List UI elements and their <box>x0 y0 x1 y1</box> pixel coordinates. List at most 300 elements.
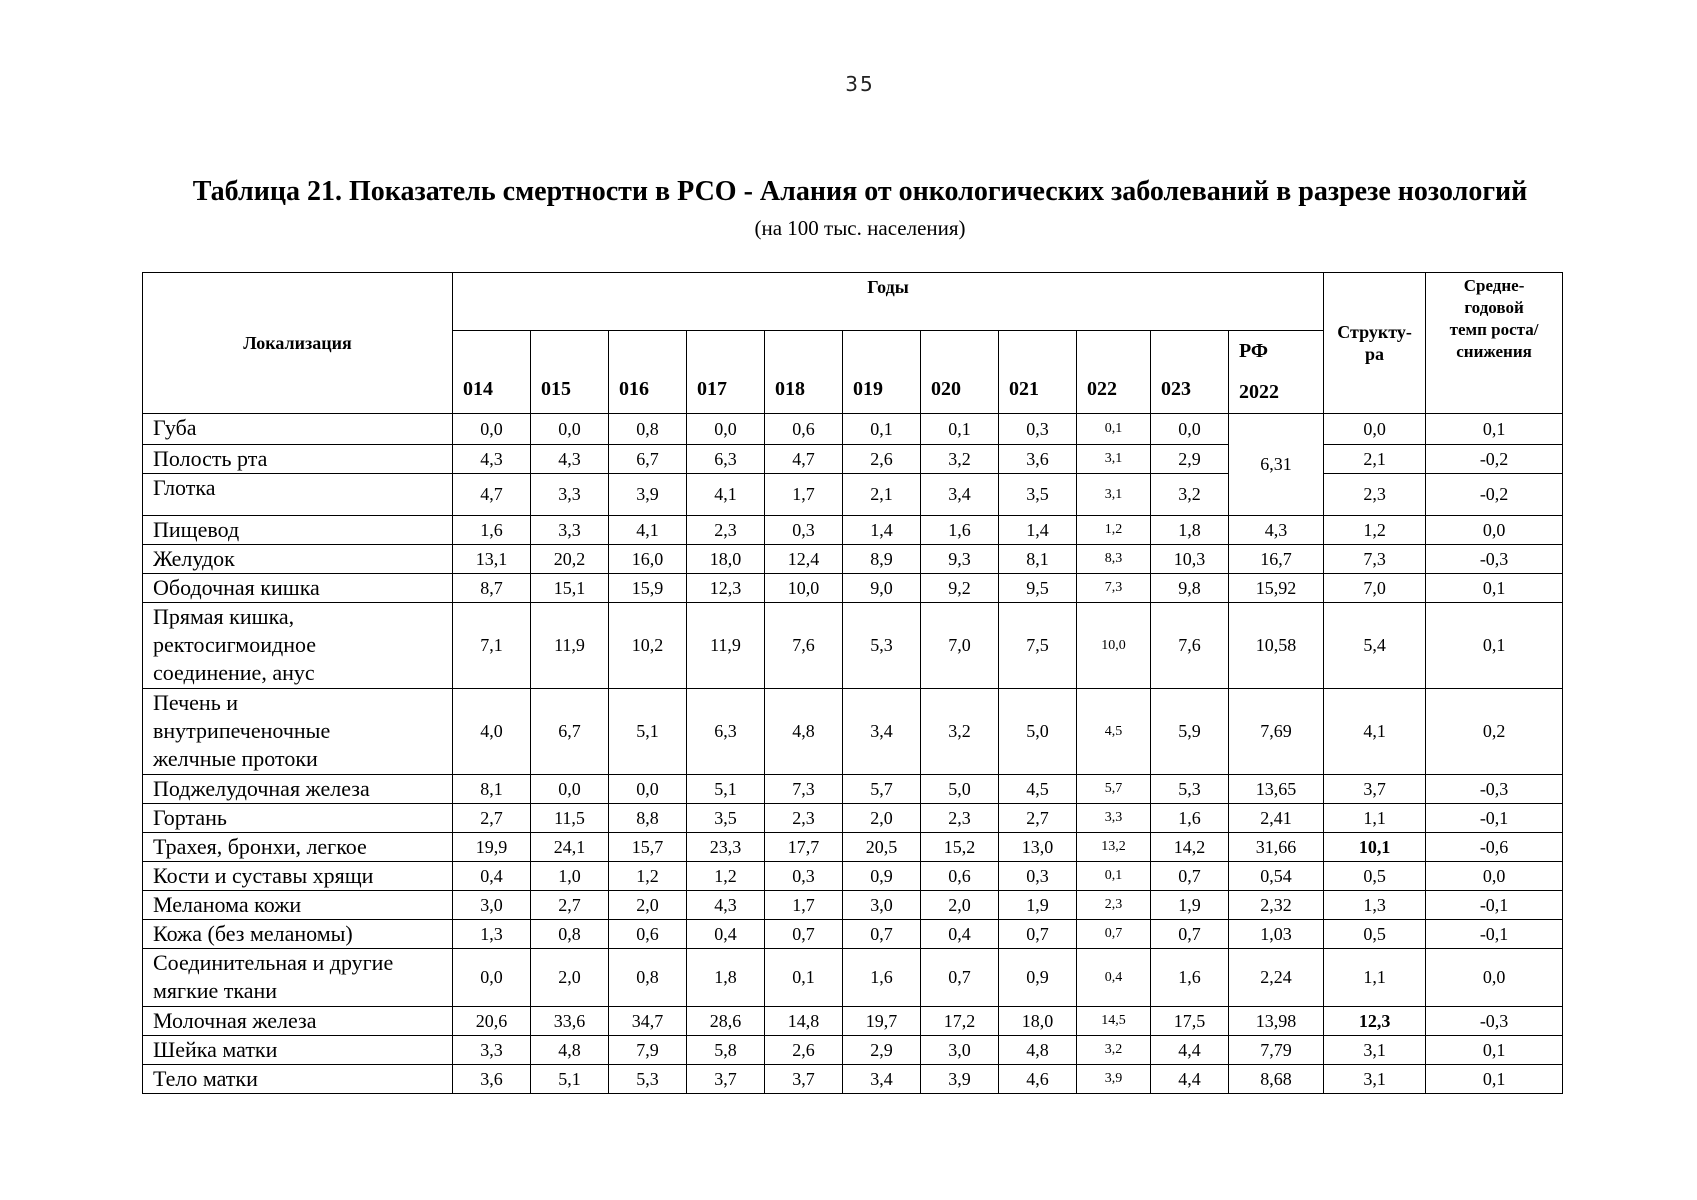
year-value-cell: 3,2 <box>1151 474 1229 516</box>
rf-2022-cell: 13,65 <box>1229 775 1324 804</box>
table-row <box>143 833 1563 862</box>
year-value-cell: 3,5 <box>687 804 765 833</box>
year-value-cell: 3,2 <box>921 689 999 775</box>
growth-rate-cell: -0,6 <box>1426 833 1563 862</box>
year-value-cell: 34,7 <box>609 1007 687 1036</box>
localization-text: Гортань <box>153 805 227 830</box>
growth-rate-cell: 0,0 <box>1426 862 1563 891</box>
year-value-cell: 17,7 <box>765 833 843 862</box>
year-value-cell: 11,5 <box>531 804 609 833</box>
year-value-cell: 1,4 <box>843 516 921 545</box>
year-value-cell: 8,9 <box>843 545 921 574</box>
year-value-cell: 15,9 <box>609 574 687 603</box>
year-value-cell: 15,1 <box>531 574 609 603</box>
year-value-cell: 0,1 <box>765 949 843 1007</box>
growth-rate-cell: -0,1 <box>1426 804 1563 833</box>
year-value-cell: 0,8 <box>609 949 687 1007</box>
year-value-cell: 10,0 <box>765 574 843 603</box>
rf-2022-cell: 2,32 <box>1229 891 1324 920</box>
year-header: 014 <box>453 331 531 414</box>
localization-text: Кости и суставы хрящи <box>153 863 374 888</box>
structure-cell: 0,5 <box>1324 920 1426 949</box>
year-value-cell: 20,2 <box>531 545 609 574</box>
localization-text: ректосигмоидное <box>153 632 317 657</box>
structure-cell: 1,1 <box>1324 949 1426 1007</box>
localization-header: Локализация <box>143 273 453 414</box>
year-value-cell: 4,8 <box>999 1036 1077 1065</box>
year-value-cell: 6,7 <box>609 445 687 474</box>
growth-rate-header-line1: Средне- <box>1463 276 1525 295</box>
growth-rate-header <box>1426 273 1563 414</box>
localization-text: Тело матки <box>153 1066 258 1091</box>
year-value-cell: 1,6 <box>921 516 999 545</box>
table-row <box>143 445 1563 474</box>
year-value-cell: 23,3 <box>687 833 765 862</box>
year-value-cell: 9,8 <box>1151 574 1229 603</box>
growth-rate-header-line4: снижения <box>1456 342 1532 361</box>
year-value-cell: 11,9 <box>687 603 765 689</box>
structure-cell: 10,1 <box>1324 833 1426 862</box>
year-value-cell: 16,0 <box>609 545 687 574</box>
year-value-cell: 0,0 <box>453 414 531 445</box>
year-value-cell: 15,7 <box>609 833 687 862</box>
year-value-cell: 28,6 <box>687 1007 765 1036</box>
table-row <box>143 949 1563 1007</box>
table-row <box>143 545 1563 574</box>
table-row <box>143 516 1563 545</box>
localization-text: Трахея, бронхи, легкое <box>153 834 367 859</box>
year-value-cell: 0,1 <box>843 414 921 445</box>
growth-rate-cell: -0,2 <box>1426 474 1563 516</box>
year-value-cell: 8,3 <box>1077 545 1151 574</box>
year-value-cell: 12,4 <box>765 545 843 574</box>
year-value-cell: 3,9 <box>1077 1065 1151 1094</box>
structure-cell: 3,7 <box>1324 775 1426 804</box>
year-value-cell: 7,3 <box>765 775 843 804</box>
localization-cell <box>143 689 453 775</box>
year-value-cell: 5,3 <box>843 603 921 689</box>
year-value-cell: 4,0 <box>453 689 531 775</box>
table-row <box>143 891 1563 920</box>
structure-cell: 1,1 <box>1324 804 1426 833</box>
localization-text: Молочная железа <box>153 1008 317 1033</box>
year-value-cell: 1,0 <box>531 862 609 891</box>
rf-2022-cell: 6,31 <box>1229 414 1324 516</box>
year-value-cell: 0,3 <box>765 862 843 891</box>
year-value-cell: 13,0 <box>999 833 1077 862</box>
localization-cell <box>143 920 453 949</box>
year-value-cell: 2,6 <box>843 445 921 474</box>
year-value-cell: 4,5 <box>1077 689 1151 775</box>
rf-2022-cell: 0,54 <box>1229 862 1324 891</box>
localization-text: Губа <box>153 415 197 440</box>
localization-cell <box>143 862 453 891</box>
year-value-cell: 7,0 <box>921 603 999 689</box>
year-value-cell: 9,5 <box>999 574 1077 603</box>
year-value-cell: 0,8 <box>609 414 687 445</box>
localization-text: Глотка <box>153 475 216 500</box>
year-value-cell: 3,4 <box>843 689 921 775</box>
year-value-cell: 14,2 <box>1151 833 1229 862</box>
localization-text: Желудок <box>153 546 235 571</box>
year-value-cell: 0,1 <box>921 414 999 445</box>
year-value-cell: 4,4 <box>1151 1036 1229 1065</box>
year-value-cell: 8,8 <box>609 804 687 833</box>
year-value-cell: 0,6 <box>609 920 687 949</box>
year-value-cell: 2,0 <box>531 949 609 1007</box>
structure-cell: 4,1 <box>1324 689 1426 775</box>
growth-rate-cell: -0,3 <box>1426 1007 1563 1036</box>
year-value-cell: 4,6 <box>999 1065 1077 1094</box>
year-value-cell: 0,6 <box>921 862 999 891</box>
year-value-cell: 33,6 <box>531 1007 609 1036</box>
rf-2022-cell: 4,3 <box>1229 516 1324 545</box>
table-row <box>143 574 1563 603</box>
localization-text: Пищевод <box>153 517 240 542</box>
year-value-cell: 1,6 <box>1151 949 1229 1007</box>
year-value-cell: 5,9 <box>1151 689 1229 775</box>
table-row <box>143 775 1563 804</box>
year-value-cell: 5,0 <box>999 689 1077 775</box>
year-value-cell: 5,1 <box>531 1065 609 1094</box>
localization-cell <box>143 603 453 689</box>
year-value-cell: 0,3 <box>999 862 1077 891</box>
year-value-cell: 24,1 <box>531 833 609 862</box>
localization-text: соединение, анус <box>153 660 315 685</box>
year-value-cell: 3,9 <box>921 1065 999 1094</box>
year-value-cell: 2,3 <box>921 804 999 833</box>
year-value-cell: 5,7 <box>843 775 921 804</box>
year-value-cell: 0,0 <box>531 775 609 804</box>
rf-2022-cell: 2,24 <box>1229 949 1324 1007</box>
localization-cell <box>143 574 453 603</box>
localization-cell <box>143 445 453 474</box>
year-value-cell: 4,1 <box>687 474 765 516</box>
year-value-cell: 3,3 <box>531 474 609 516</box>
localization-text: Полость рта <box>153 446 268 471</box>
rf-2022-cell: 13,98 <box>1229 1007 1324 1036</box>
growth-rate-cell: 0,0 <box>1426 949 1563 1007</box>
year-value-cell: 3,5 <box>999 474 1077 516</box>
year-value-cell: 18,0 <box>687 545 765 574</box>
year-value-cell: 13,2 <box>1077 833 1151 862</box>
year-value-cell: 7,6 <box>765 603 843 689</box>
structure-cell: 1,3 <box>1324 891 1426 920</box>
localization-cell <box>143 775 453 804</box>
localization-text: Соединительная и другие <box>153 950 394 975</box>
year-value-cell: 8,7 <box>453 574 531 603</box>
localization-cell <box>143 545 453 574</box>
year-value-cell: 3,4 <box>921 474 999 516</box>
year-value-cell: 17,2 <box>921 1007 999 1036</box>
year-value-cell: 2,7 <box>999 804 1077 833</box>
year-value-cell: 3,0 <box>453 891 531 920</box>
localization-cell <box>143 1007 453 1036</box>
year-value-cell: 2,7 <box>453 804 531 833</box>
year-value-cell: 0,0 <box>453 949 531 1007</box>
year-value-cell: 2,3 <box>687 516 765 545</box>
year-value-cell: 1,2 <box>1077 516 1151 545</box>
table-row <box>143 474 1563 516</box>
year-value-cell: 4,3 <box>453 445 531 474</box>
year-value-cell: 3,0 <box>843 891 921 920</box>
structure-header-line1: Структу- <box>1337 322 1412 342</box>
year-value-cell: 15,2 <box>921 833 999 862</box>
year-value-cell: 0,0 <box>609 775 687 804</box>
year-value-cell: 1,8 <box>687 949 765 1007</box>
years-header: Годы <box>453 273 1324 331</box>
year-value-cell: 0,7 <box>921 949 999 1007</box>
year-value-cell: 2,0 <box>921 891 999 920</box>
year-value-cell: 1,6 <box>453 516 531 545</box>
year-value-cell: 3,6 <box>453 1065 531 1094</box>
year-value-cell: 4,3 <box>687 891 765 920</box>
structure-header-line2: ра <box>1365 344 1385 364</box>
year-value-cell: 12,3 <box>687 574 765 603</box>
rf-2022-cell: 7,69 <box>1229 689 1324 775</box>
year-value-cell: 0,7 <box>1151 920 1229 949</box>
growth-rate-cell: 0,1 <box>1426 1036 1563 1065</box>
year-header: 018 <box>765 331 843 414</box>
year-value-cell: 4,3 <box>531 445 609 474</box>
year-value-cell: 0,7 <box>843 920 921 949</box>
structure-cell: 1,2 <box>1324 516 1426 545</box>
year-value-cell: 0,0 <box>687 414 765 445</box>
localization-text: мягкие ткани <box>153 978 278 1003</box>
year-value-cell: 0,3 <box>999 414 1077 445</box>
year-value-cell: 1,8 <box>1151 516 1229 545</box>
year-value-cell: 4,8 <box>531 1036 609 1065</box>
year-value-cell: 1,6 <box>843 949 921 1007</box>
localization-cell <box>143 833 453 862</box>
localization-cell <box>143 804 453 833</box>
year-value-cell: 4,1 <box>609 516 687 545</box>
year-value-cell: 6,3 <box>687 689 765 775</box>
growth-rate-cell: -0,2 <box>1426 445 1563 474</box>
year-value-cell: 3,4 <box>843 1065 921 1094</box>
year-value-cell: 0,4 <box>921 920 999 949</box>
structure-cell: 7,3 <box>1324 545 1426 574</box>
year-value-cell: 2,1 <box>843 474 921 516</box>
growth-rate-cell: -0,1 <box>1426 891 1563 920</box>
table-title: Таблица 21. Показатель смертности в РСО - Алания от онкологических заболеваний в разрезе нозологий <box>192 176 1528 207</box>
year-value-cell: 0,7 <box>765 920 843 949</box>
year-value-cell: 1,2 <box>609 862 687 891</box>
rf-2022-cell: 8,68 <box>1229 1065 1324 1094</box>
structure-cell: 3,1 <box>1324 1036 1426 1065</box>
page-number: 35 <box>845 72 875 96</box>
structure-cell: 5,4 <box>1324 603 1426 689</box>
year-value-cell: 1,3 <box>453 920 531 949</box>
year-header: 023 <box>1151 331 1229 414</box>
table-row <box>143 689 1563 775</box>
year-value-cell: 9,0 <box>843 574 921 603</box>
year-value-cell: 2,0 <box>609 891 687 920</box>
year-value-cell: 0,7 <box>1077 920 1151 949</box>
rf-2022-cell: 7,79 <box>1229 1036 1324 1065</box>
year-value-cell: 5,0 <box>921 775 999 804</box>
structure-cell: 7,0 <box>1324 574 1426 603</box>
year-value-cell: 18,0 <box>999 1007 1077 1036</box>
localization-text: Печень и <box>153 690 239 715</box>
year-value-cell: 0,8 <box>531 920 609 949</box>
year-value-cell: 1,4 <box>999 516 1077 545</box>
year-value-cell: 3,3 <box>453 1036 531 1065</box>
year-value-cell: 6,3 <box>687 445 765 474</box>
year-value-cell: 2,7 <box>531 891 609 920</box>
year-header: 019 <box>843 331 921 414</box>
localization-cell <box>143 1036 453 1065</box>
year-value-cell: 1,2 <box>687 862 765 891</box>
table-row <box>143 804 1563 833</box>
year-value-cell: 7,6 <box>1151 603 1229 689</box>
year-value-cell: 3,1 <box>1077 474 1151 516</box>
year-value-cell: 3,9 <box>609 474 687 516</box>
year-value-cell: 2,6 <box>765 1036 843 1065</box>
table-body <box>143 414 1563 1094</box>
year-value-cell: 4,7 <box>453 474 531 516</box>
year-value-cell: 0,0 <box>531 414 609 445</box>
localization-cell <box>143 891 453 920</box>
structure-cell: 2,1 <box>1324 445 1426 474</box>
year-value-cell: 9,3 <box>921 545 999 574</box>
year-value-cell: 11,9 <box>531 603 609 689</box>
year-value-cell: 3,7 <box>687 1065 765 1094</box>
structure-header <box>1324 273 1426 414</box>
year-value-cell: 8,1 <box>453 775 531 804</box>
growth-rate-cell: 0,0 <box>1426 516 1563 545</box>
year-value-cell: 19,7 <box>843 1007 921 1036</box>
localization-text: Кожа (без меланомы) <box>153 921 353 946</box>
year-value-cell: 0,9 <box>843 862 921 891</box>
year-value-cell: 0,4 <box>1077 949 1151 1007</box>
year-value-cell: 2,9 <box>1151 445 1229 474</box>
year-value-cell: 5,1 <box>687 775 765 804</box>
year-value-cell: 0,0 <box>1151 414 1229 445</box>
rf-2022-cell: 10,58 <box>1229 603 1324 689</box>
year-value-cell: 1,9 <box>999 891 1077 920</box>
localization-text: внутрипеченочные <box>153 718 331 743</box>
year-value-cell: 7,1 <box>453 603 531 689</box>
year-value-cell: 3,0 <box>921 1036 999 1065</box>
year-header: 016 <box>609 331 687 414</box>
year-value-cell: 0,7 <box>999 920 1077 949</box>
year-value-cell: 3,1 <box>1077 445 1151 474</box>
year-value-cell: 10,3 <box>1151 545 1229 574</box>
mortality-table <box>142 272 1563 1094</box>
year-value-cell: 7,3 <box>1077 574 1151 603</box>
year-value-cell: 5,3 <box>609 1065 687 1094</box>
year-value-cell: 20,5 <box>843 833 921 862</box>
year-value-cell: 0,6 <box>765 414 843 445</box>
growth-rate-cell: -0,1 <box>1426 920 1563 949</box>
growth-rate-cell: 0,1 <box>1426 574 1563 603</box>
year-value-cell: 0,4 <box>453 862 531 891</box>
year-value-cell: 0,1 <box>1077 414 1151 445</box>
table-row <box>143 414 1563 445</box>
rf-2022-cell: 15,92 <box>1229 574 1324 603</box>
year-value-cell: 2,3 <box>1077 891 1151 920</box>
year-value-cell: 20,6 <box>453 1007 531 1036</box>
rf-2022-cell: 2,41 <box>1229 804 1324 833</box>
growth-rate-cell: 0,2 <box>1426 689 1563 775</box>
year-value-cell: 7,9 <box>609 1036 687 1065</box>
structure-cell: 2,3 <box>1324 474 1426 516</box>
year-value-cell: 19,9 <box>453 833 531 862</box>
table-row <box>143 1007 1563 1036</box>
year-value-cell: 1,9 <box>1151 891 1229 920</box>
year-value-cell: 3,2 <box>921 445 999 474</box>
growth-rate-cell: -0,3 <box>1426 545 1563 574</box>
year-header: 021 <box>999 331 1077 414</box>
year-header: 022 <box>1077 331 1151 414</box>
table-row <box>143 603 1563 689</box>
structure-cell: 12,3 <box>1324 1007 1426 1036</box>
growth-rate-cell: -0,3 <box>1426 775 1563 804</box>
localization-cell <box>143 1065 453 1094</box>
year-value-cell: 1,6 <box>1151 804 1229 833</box>
table-row <box>143 862 1563 891</box>
year-value-cell: 0,7 <box>1151 862 1229 891</box>
year-header: 017 <box>687 331 765 414</box>
growth-rate-header-line3: темп роста/ <box>1449 320 1539 339</box>
year-value-cell: 5,1 <box>609 689 687 775</box>
localization-text: Шейка матки <box>153 1037 278 1062</box>
year-value-cell: 0,9 <box>999 949 1077 1007</box>
year-value-cell: 14,8 <box>765 1007 843 1036</box>
localization-text: Ободочная кишка <box>153 575 320 600</box>
rf-header-line2: 2022 <box>1239 381 1279 403</box>
year-value-cell: 4,4 <box>1151 1065 1229 1094</box>
year-value-cell: 0,1 <box>1077 862 1151 891</box>
rf-2022-cell: 16,7 <box>1229 545 1324 574</box>
year-value-cell: 5,8 <box>687 1036 765 1065</box>
year-value-cell: 13,1 <box>453 545 531 574</box>
year-value-cell: 9,2 <box>921 574 999 603</box>
year-value-cell: 2,3 <box>765 804 843 833</box>
table-row <box>143 1036 1563 1065</box>
year-header: 015 <box>531 331 609 414</box>
localization-text: Поджелудочная железа <box>153 776 370 801</box>
growth-rate-cell: 0,1 <box>1426 603 1563 689</box>
year-value-cell: 14,5 <box>1077 1007 1151 1036</box>
year-header: 020 <box>921 331 999 414</box>
localization-cell <box>143 474 453 516</box>
localization-text: желчные протоки <box>153 746 318 771</box>
rf-2022-cell: 1,03 <box>1229 920 1324 949</box>
rf-2022-header <box>1229 331 1324 414</box>
localization-cell <box>143 516 453 545</box>
year-value-cell: 1,7 <box>765 891 843 920</box>
year-value-cell: 5,3 <box>1151 775 1229 804</box>
year-value-cell: 10,2 <box>609 603 687 689</box>
year-value-cell: 1,7 <box>765 474 843 516</box>
year-value-cell: 10,0 <box>1077 603 1151 689</box>
year-value-cell: 4,5 <box>999 775 1077 804</box>
year-value-cell: 3,3 <box>1077 804 1151 833</box>
structure-cell: 3,1 <box>1324 1065 1426 1094</box>
localization-text: Меланома кожи <box>153 892 302 917</box>
year-value-cell: 3,3 <box>531 516 609 545</box>
growth-rate-cell: 0,1 <box>1426 1065 1563 1094</box>
table-row <box>143 920 1563 949</box>
table-subtitle: (на 100 тыс. населения) <box>754 216 966 240</box>
year-value-cell: 4,7 <box>765 445 843 474</box>
year-value-cell: 3,6 <box>999 445 1077 474</box>
table-row <box>143 1065 1563 1094</box>
year-value-cell: 3,7 <box>765 1065 843 1094</box>
year-value-cell: 7,5 <box>999 603 1077 689</box>
